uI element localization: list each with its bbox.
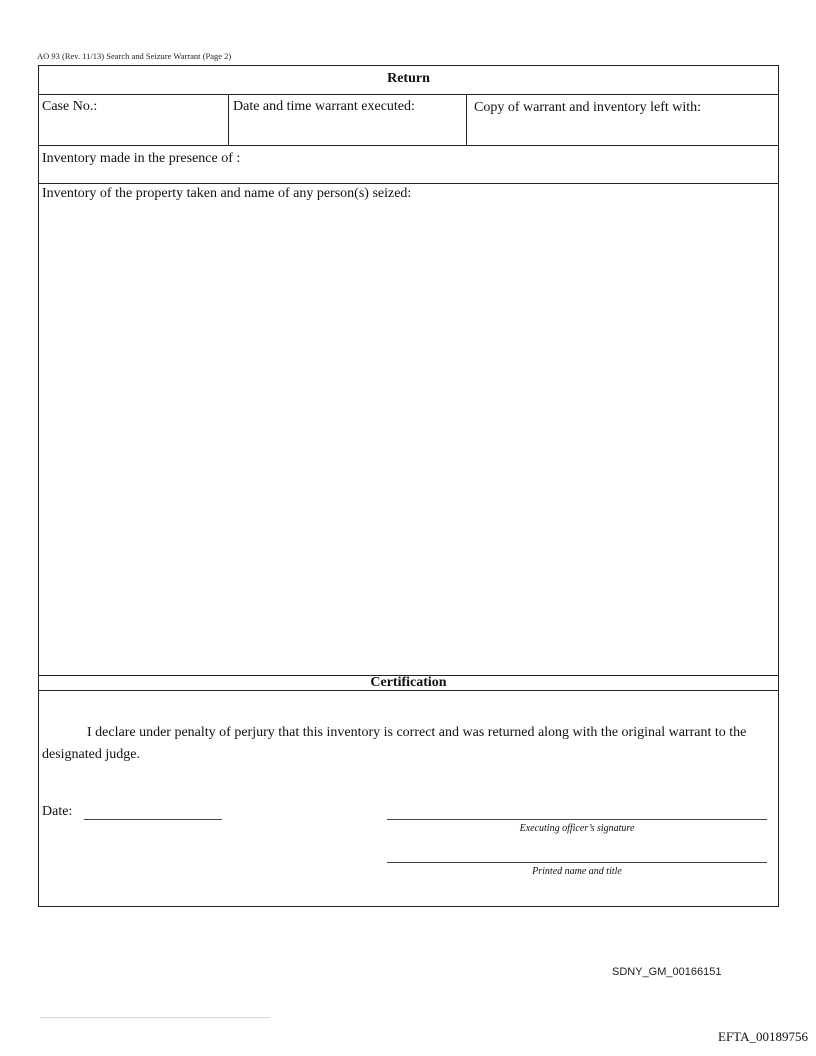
case-no-label: Case No.: — [42, 99, 98, 114]
divider — [39, 145, 778, 146]
presence-label: Inventory made in the presence of : — [42, 151, 241, 166]
divider — [466, 94, 467, 145]
signature-line — [387, 819, 767, 820]
executing-officer-signature-caption: Executing officer’s signature — [519, 823, 635, 834]
date-line — [84, 819, 222, 820]
divider — [39, 690, 778, 691]
divider — [39, 183, 778, 184]
return-section-title: Return — [387, 71, 430, 86]
scan-artifact-line — [40, 1017, 270, 1018]
certification-statement: I declare under penalty of perjury that this inventory is correct and was returned along with the original warrant to the designated judge. — [42, 725, 747, 762]
printed-name-line — [387, 862, 767, 863]
form-identifier: AO 93 (Rev. 11/13) Search and Seizure Warrant (Page 2) — [37, 51, 232, 61]
date-time-executed-label: Date and time warrant executed: — [233, 99, 415, 114]
inventory-label: Inventory of the property taken and name of any person(s) seized: — [42, 186, 412, 201]
copy-left-with-label: Copy of warrant and inventory left with: — [474, 100, 702, 115]
efta-number: EFTA_00189756 — [718, 1029, 808, 1044]
certification-section-title: Certification — [370, 675, 447, 690]
printed-name-caption: Printed name and title — [532, 866, 622, 877]
warrant-return-form — [38, 65, 779, 907]
bates-number: SDNY_GM_00166151 — [612, 966, 722, 978]
divider — [228, 94, 229, 145]
divider — [39, 94, 778, 95]
date-label: Date: — [42, 804, 73, 819]
